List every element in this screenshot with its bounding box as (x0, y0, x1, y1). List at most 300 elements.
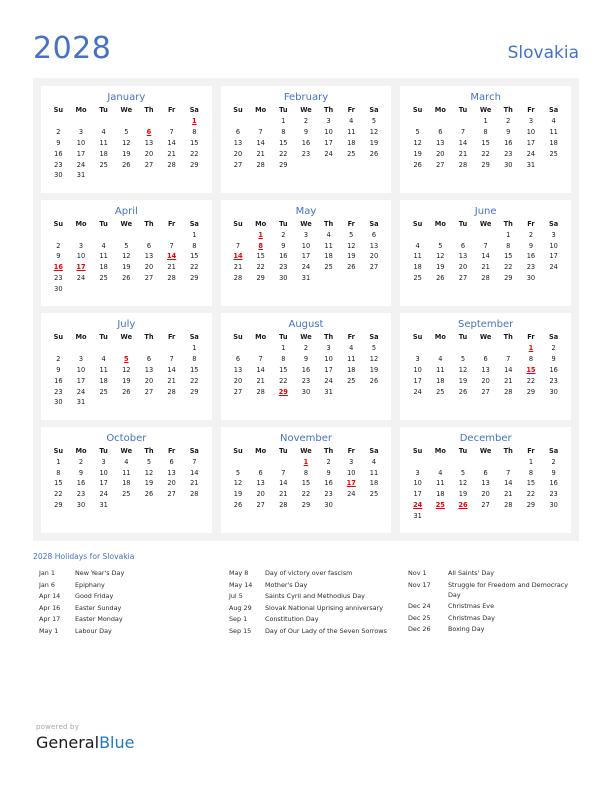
day-cell[interactable]: 24 (76, 274, 86, 283)
day-cell[interactable]: 15 (526, 479, 536, 488)
day-cell[interactable]: 19 (369, 138, 379, 147)
day-cell[interactable]: 23 (526, 263, 536, 272)
day-cell[interactable]: 27 (369, 263, 379, 272)
day-cell[interactable]: 10 (347, 468, 356, 477)
day-cell[interactable]: 31 (76, 398, 86, 407)
day-cell[interactable]: 18 (122, 479, 131, 488)
day-cell[interactable]: 10 (413, 365, 422, 374)
day-cell[interactable]: 26 (122, 387, 131, 396)
day-cell-holiday[interactable]: 15 (526, 365, 536, 374)
day-cell[interactable]: 16 (54, 376, 63, 385)
day-cell[interactable]: 21 (256, 376, 265, 385)
day-cell[interactable]: 26 (436, 274, 445, 283)
day-cell[interactable]: 18 (99, 376, 108, 385)
day-cell[interactable]: 1 (192, 344, 197, 353)
day-cell[interactable]: 8 (281, 355, 286, 364)
day-cell[interactable]: 7 (483, 241, 488, 250)
day-cell[interactable]: 27 (167, 490, 176, 499)
day-cell[interactable]: 25 (413, 274, 422, 283)
day-cell[interactable]: 12 (436, 252, 445, 261)
day-cell[interactable]: 10 (301, 241, 311, 250)
day-cell[interactable]: 29 (54, 501, 63, 510)
day-cell[interactable]: 4 (101, 128, 106, 137)
day-cell[interactable]: 25 (122, 490, 131, 499)
day-cell[interactable]: 27 (233, 387, 243, 396)
day-cell[interactable]: 29 (301, 501, 311, 510)
day-cell[interactable]: 28 (504, 501, 513, 510)
day-cell[interactable]: 18 (99, 149, 108, 158)
day-cell[interactable]: 26 (413, 160, 422, 169)
day-cell[interactable]: 24 (324, 376, 333, 385)
day-cell[interactable]: 22 (526, 376, 536, 385)
day-cell[interactable]: 16 (549, 365, 558, 374)
day-cell[interactable]: 26 (347, 263, 356, 272)
day-cell[interactable]: 27 (458, 274, 468, 283)
day-cell-holiday[interactable]: 17 (76, 263, 86, 272)
day-cell[interactable]: 16 (301, 365, 311, 374)
day-cell[interactable]: 14 (256, 138, 265, 147)
day-cell[interactable]: 19 (458, 376, 468, 385)
day-cell[interactable]: 15 (301, 479, 311, 488)
day-cell[interactable]: 20 (233, 149, 243, 158)
day-cell[interactable]: 21 (167, 263, 176, 272)
day-cell[interactable]: 22 (481, 149, 490, 158)
day-cell[interactable]: 25 (99, 274, 108, 283)
day-cell[interactable]: 8 (192, 241, 197, 250)
day-cell[interactable]: 12 (413, 138, 422, 147)
day-cell[interactable]: 10 (324, 355, 333, 364)
day-cell[interactable]: 12 (233, 479, 243, 488)
day-cell[interactable]: 29 (504, 274, 513, 283)
day-cell[interactable]: 25 (99, 387, 108, 396)
day-cell[interactable]: 20 (481, 490, 490, 499)
day-cell[interactable]: 9 (281, 241, 286, 250)
day-cell[interactable]: 2 (78, 457, 84, 466)
day-cell[interactable]: 19 (233, 490, 243, 499)
day-cell-holiday[interactable]: 17 (346, 479, 356, 488)
day-cell[interactable]: 24 (76, 387, 86, 396)
day-cell[interactable]: 28 (256, 160, 265, 169)
day-cell[interactable]: 9 (303, 128, 309, 137)
day-cell[interactable]: 15 (54, 479, 63, 488)
day-cell[interactable]: 4 (438, 468, 443, 477)
day-cell[interactable]: 11 (99, 252, 108, 261)
day-cell[interactable]: 9 (56, 252, 61, 261)
day-cell[interactable]: 17 (413, 376, 422, 385)
day-cell[interactable]: 23 (54, 274, 63, 283)
day-cell[interactable]: 3 (415, 468, 420, 477)
day-cell[interactable]: 16 (301, 138, 311, 147)
day-cell-holiday[interactable]: 1 (303, 457, 309, 466)
day-cell[interactable]: 15 (256, 252, 265, 261)
day-cell[interactable]: 17 (526, 138, 536, 147)
day-cell[interactable]: 27 (481, 387, 490, 396)
day-cell[interactable]: 4 (349, 117, 354, 126)
day-cell[interactable]: 30 (549, 501, 558, 510)
day-cell[interactable]: 11 (99, 365, 108, 374)
day-cell[interactable]: 22 (256, 263, 265, 272)
day-cell[interactable]: 6 (146, 241, 152, 250)
day-cell[interactable]: 23 (54, 160, 63, 169)
day-cell[interactable]: 7 (460, 128, 466, 137)
day-cell[interactable]: 20 (144, 263, 154, 272)
day-cell[interactable]: 11 (99, 138, 108, 147)
day-cell[interactable]: 6 (169, 457, 174, 466)
day-cell[interactable]: 24 (526, 149, 536, 158)
day-cell[interactable]: 5 (349, 230, 354, 239)
day-cell[interactable]: 28 (167, 274, 176, 283)
day-cell[interactable]: 9 (551, 468, 556, 477)
day-cell[interactable]: 30 (504, 160, 513, 169)
day-cell[interactable]: 17 (301, 252, 311, 261)
day-cell[interactable]: 30 (301, 387, 311, 396)
day-cell[interactable]: 22 (279, 149, 288, 158)
day-cell-holiday[interactable]: 14 (233, 252, 243, 261)
day-cell[interactable]: 17 (413, 490, 422, 499)
day-cell[interactable]: 29 (190, 387, 199, 396)
day-cell[interactable]: 11 (413, 252, 422, 261)
day-cell[interactable]: 15 (504, 252, 513, 261)
day-cell[interactable]: 19 (122, 149, 131, 158)
day-cell[interactable]: 7 (258, 128, 263, 137)
day-cell[interactable]: 5 (124, 241, 129, 250)
day-cell[interactable]: 2 (326, 457, 331, 466)
day-cell[interactable]: 14 (279, 479, 288, 488)
day-cell[interactable]: 24 (76, 160, 86, 169)
day-cell[interactable]: 24 (324, 149, 333, 158)
day-cell[interactable]: 18 (413, 263, 422, 272)
day-cell[interactable]: 12 (369, 128, 379, 137)
day-cell[interactable]: 14 (167, 138, 176, 147)
day-cell[interactable]: 7 (169, 355, 174, 364)
day-cell[interactable]: 7 (235, 241, 241, 250)
day-cell[interactable]: 7 (192, 457, 197, 466)
day-cell[interactable]: 27 (233, 160, 243, 169)
day-cell[interactable]: 8 (192, 128, 197, 137)
day-cell[interactable]: 15 (190, 365, 199, 374)
day-cell[interactable]: 4 (371, 457, 377, 466)
day-cell[interactable]: 17 (549, 252, 558, 261)
day-cell[interactable]: 12 (122, 252, 131, 261)
day-cell[interactable]: 13 (436, 138, 445, 147)
day-cell[interactable]: 12 (458, 479, 468, 488)
day-cell[interactable]: 22 (301, 490, 311, 499)
day-cell[interactable]: 27 (144, 160, 154, 169)
day-cell[interactable]: 28 (481, 274, 490, 283)
day-cell[interactable]: 25 (99, 160, 108, 169)
day-cell[interactable]: 16 (54, 149, 63, 158)
day-cell[interactable]: 4 (124, 457, 129, 466)
day-cell[interactable]: 18 (436, 376, 445, 385)
day-cell[interactable]: 17 (76, 376, 86, 385)
day-cell[interactable]: 29 (190, 160, 199, 169)
day-cell[interactable]: 2 (56, 241, 61, 250)
day-cell[interactable]: 10 (413, 479, 422, 488)
day-cell[interactable]: 13 (167, 468, 176, 477)
day-cell[interactable]: 10 (549, 241, 558, 250)
day-cell[interactable]: 25 (369, 490, 379, 499)
day-cell-holiday[interactable]: 1 (192, 117, 197, 126)
day-cell[interactable]: 3 (415, 355, 420, 364)
day-cell[interactable]: 21 (167, 376, 176, 385)
day-cell[interactable]: 12 (458, 365, 468, 374)
day-cell[interactable]: 11 (122, 468, 131, 477)
day-cell[interactable]: 27 (144, 274, 154, 283)
day-cell[interactable]: 28 (233, 274, 243, 283)
day-cell[interactable]: 19 (458, 490, 468, 499)
day-cell[interactable]: 23 (301, 376, 311, 385)
day-cell[interactable]: 5 (460, 355, 466, 364)
day-cell[interactable]: 10 (324, 128, 333, 137)
day-cell[interactable]: 3 (326, 117, 331, 126)
day-cell[interactable]: 22 (190, 376, 199, 385)
day-cell[interactable]: 22 (54, 490, 63, 499)
day-cell[interactable]: 13 (481, 479, 490, 488)
day-cell[interactable]: 26 (122, 160, 131, 169)
day-cell[interactable]: 8 (528, 468, 534, 477)
day-cell[interactable]: 9 (528, 241, 534, 250)
day-cell[interactable]: 31 (99, 501, 108, 510)
day-cell[interactable]: 4 (101, 241, 106, 250)
day-cell[interactable]: 27 (436, 160, 445, 169)
day-cell[interactable]: 18 (324, 252, 333, 261)
day-cell[interactable]: 20 (369, 252, 379, 261)
day-cell[interactable]: 6 (235, 128, 241, 137)
day-cell[interactable]: 21 (167, 149, 176, 158)
day-cell[interactable]: 26 (369, 149, 379, 158)
day-cell[interactable]: 6 (483, 468, 488, 477)
day-cell[interactable]: 31 (413, 511, 422, 520)
day-cell[interactable]: 29 (256, 274, 265, 283)
day-cell[interactable]: 14 (190, 468, 199, 477)
day-cell[interactable]: 5 (146, 457, 152, 466)
day-cell-holiday[interactable]: 24 (413, 501, 423, 510)
day-cell[interactable]: 31 (324, 387, 333, 396)
day-cell[interactable]: 18 (436, 490, 445, 499)
day-cell[interactable]: 28 (458, 160, 468, 169)
day-cell[interactable]: 8 (506, 241, 511, 250)
day-cell[interactable]: 8 (483, 128, 488, 137)
day-cell[interactable]: 3 (101, 457, 106, 466)
day-cell[interactable]: 20 (436, 149, 445, 158)
day-cell[interactable]: 5 (124, 128, 129, 137)
day-cell[interactable]: 4 (438, 355, 443, 364)
day-cell[interactable]: 10 (76, 252, 86, 261)
day-cell[interactable]: 23 (54, 387, 63, 396)
day-cell-holiday[interactable]: 8 (258, 241, 263, 250)
day-cell[interactable]: 21 (458, 149, 468, 158)
day-cell[interactable]: 20 (481, 376, 490, 385)
day-cell[interactable]: 11 (347, 355, 356, 364)
day-cell[interactable]: 2 (281, 230, 286, 239)
day-cell[interactable]: 13 (369, 241, 379, 250)
day-cell[interactable]: 20 (256, 490, 265, 499)
day-cell[interactable]: 2 (303, 117, 309, 126)
day-cell[interactable]: 23 (279, 263, 288, 272)
day-cell[interactable]: 20 (167, 479, 176, 488)
day-cell[interactable]: 20 (458, 263, 468, 272)
day-cell[interactable]: 29 (279, 160, 288, 169)
day-cell[interactable]: 29 (526, 501, 536, 510)
day-cell[interactable]: 4 (326, 230, 331, 239)
day-cell[interactable]: 7 (169, 128, 174, 137)
day-cell[interactable]: 1 (483, 117, 488, 126)
day-cell[interactable]: 2 (506, 117, 511, 126)
day-cell[interactable]: 30 (526, 274, 536, 283)
day-cell[interactable]: 13 (144, 365, 154, 374)
day-cell[interactable]: 1 (528, 457, 534, 466)
day-cell[interactable]: 1 (281, 344, 286, 353)
day-cell[interactable]: 6 (483, 355, 488, 364)
day-cell[interactable]: 19 (436, 263, 445, 272)
day-cell[interactable]: 1 (506, 230, 511, 239)
day-cell[interactable]: 22 (279, 376, 288, 385)
day-cell[interactable]: 28 (256, 387, 265, 396)
day-cell[interactable]: 12 (369, 355, 379, 364)
day-cell-holiday[interactable]: 25 (435, 501, 445, 510)
day-cell[interactable]: 17 (99, 479, 108, 488)
day-cell[interactable]: 29 (526, 387, 536, 396)
day-cell[interactable]: 7 (506, 468, 511, 477)
day-cell[interactable]: 2 (528, 230, 534, 239)
day-cell[interactable]: 8 (303, 468, 309, 477)
day-cell[interactable]: 23 (76, 490, 86, 499)
day-cell[interactable]: 14 (504, 365, 513, 374)
day-cell[interactable]: 22 (190, 149, 199, 158)
day-cell[interactable]: 27 (144, 387, 154, 396)
day-cell-holiday[interactable]: 1 (258, 230, 263, 239)
day-cell[interactable]: 19 (413, 149, 422, 158)
day-cell[interactable]: 21 (504, 490, 513, 499)
day-cell[interactable]: 1 (281, 117, 286, 126)
day-cell[interactable]: 28 (279, 501, 288, 510)
day-cell[interactable]: 18 (347, 365, 356, 374)
day-cell[interactable]: 24 (347, 490, 356, 499)
day-cell[interactable]: 1 (192, 230, 197, 239)
day-cell[interactable]: 24 (549, 263, 558, 272)
day-cell[interactable]: 19 (369, 365, 379, 374)
day-cell[interactable]: 7 (169, 241, 174, 250)
day-cell[interactable]: 16 (76, 479, 86, 488)
day-cell[interactable]: 12 (347, 241, 356, 250)
day-cell[interactable]: 11 (347, 128, 356, 137)
day-cell[interactable]: 30 (76, 501, 86, 510)
day-cell[interactable]: 3 (303, 230, 309, 239)
day-cell[interactable]: 30 (324, 501, 333, 510)
day-cell[interactable]: 6 (371, 230, 377, 239)
day-cell[interactable]: 28 (190, 490, 199, 499)
day-cell[interactable]: 5 (371, 117, 377, 126)
day-cell-holiday[interactable]: 16 (53, 263, 63, 272)
day-cell[interactable]: 23 (324, 490, 333, 499)
day-cell[interactable]: 21 (504, 376, 513, 385)
day-cell[interactable]: 16 (504, 138, 513, 147)
day-cell[interactable]: 8 (528, 355, 534, 364)
day-cell[interactable]: 3 (528, 117, 534, 126)
day-cell[interactable]: 25 (324, 263, 333, 272)
day-cell[interactable]: 6 (258, 468, 263, 477)
day-cell[interactable]: 15 (279, 138, 288, 147)
day-cell[interactable]: 9 (303, 355, 309, 364)
day-cell[interactable]: 28 (167, 387, 176, 396)
day-cell[interactable]: 2 (56, 128, 61, 137)
day-cell[interactable]: 18 (347, 138, 356, 147)
day-cell[interactable]: 11 (324, 241, 333, 250)
day-cell[interactable]: 25 (436, 387, 445, 396)
day-cell[interactable]: 2 (303, 344, 309, 353)
day-cell-holiday[interactable]: 1 (528, 344, 534, 353)
day-cell[interactable]: 15 (279, 365, 288, 374)
day-cell[interactable]: 3 (78, 241, 84, 250)
day-cell[interactable]: 12 (122, 365, 131, 374)
day-cell[interactable]: 12 (122, 138, 131, 147)
day-cell[interactable]: 9 (56, 138, 61, 147)
day-cell[interactable]: 20 (144, 149, 154, 158)
day-cell[interactable]: 30 (54, 284, 63, 293)
day-cell[interactable]: 1 (56, 457, 61, 466)
day-cell[interactable]: 19 (122, 376, 131, 385)
day-cell[interactable]: 17 (324, 365, 333, 374)
day-cell[interactable]: 5 (235, 468, 241, 477)
day-cell[interactable]: 31 (76, 171, 86, 180)
day-cell[interactable]: 23 (301, 149, 311, 158)
day-cell[interactable]: 5 (438, 241, 443, 250)
day-cell[interactable]: 13 (233, 138, 243, 147)
day-cell[interactable]: 28 (167, 160, 176, 169)
day-cell[interactable]: 11 (549, 128, 558, 137)
day-cell[interactable]: 2 (56, 355, 61, 364)
day-cell[interactable]: 13 (256, 479, 265, 488)
day-cell[interactable]: 25 (347, 376, 356, 385)
day-cell[interactable]: 4 (551, 117, 556, 126)
day-cell[interactable]: 19 (122, 263, 131, 272)
day-cell[interactable]: 2 (551, 344, 556, 353)
day-cell[interactable]: 23 (504, 149, 513, 158)
day-cell-holiday[interactable]: 14 (167, 252, 177, 261)
day-cell[interactable]: 26 (122, 274, 131, 283)
day-cell[interactable]: 14 (504, 479, 513, 488)
day-cell[interactable]: 14 (458, 138, 468, 147)
day-cell[interactable]: 11 (369, 468, 379, 477)
day-cell[interactable]: 13 (481, 365, 490, 374)
day-cell[interactable]: 8 (192, 355, 197, 364)
day-cell[interactable]: 16 (324, 479, 333, 488)
day-cell[interactable]: 12 (144, 468, 154, 477)
day-cell-holiday[interactable]: 26 (458, 501, 468, 510)
day-cell[interactable]: 8 (56, 468, 61, 477)
day-cell[interactable]: 29 (481, 160, 490, 169)
day-cell[interactable]: 21 (256, 149, 265, 158)
day-cell[interactable]: 18 (369, 479, 379, 488)
day-cell[interactable]: 25 (549, 149, 558, 158)
day-cell[interactable]: 3 (551, 230, 556, 239)
day-cell[interactable]: 29 (190, 274, 199, 283)
day-cell[interactable]: 7 (258, 355, 263, 364)
day-cell[interactable]: 14 (481, 252, 490, 261)
day-cell-holiday[interactable]: 6 (146, 128, 152, 137)
day-cell[interactable]: 15 (190, 252, 199, 261)
day-cell[interactable]: 10 (76, 138, 86, 147)
day-cell[interactable]: 24 (413, 387, 422, 396)
day-cell[interactable]: 21 (279, 490, 288, 499)
day-cell[interactable]: 30 (549, 387, 558, 396)
day-cell[interactable]: 11 (436, 365, 445, 374)
day-cell[interactable]: 27 (256, 501, 265, 510)
day-cell[interactable]: 30 (54, 171, 63, 180)
day-cell[interactable]: 21 (190, 479, 199, 488)
day-cell[interactable]: 4 (349, 344, 354, 353)
day-cell[interactable]: 10 (76, 365, 86, 374)
